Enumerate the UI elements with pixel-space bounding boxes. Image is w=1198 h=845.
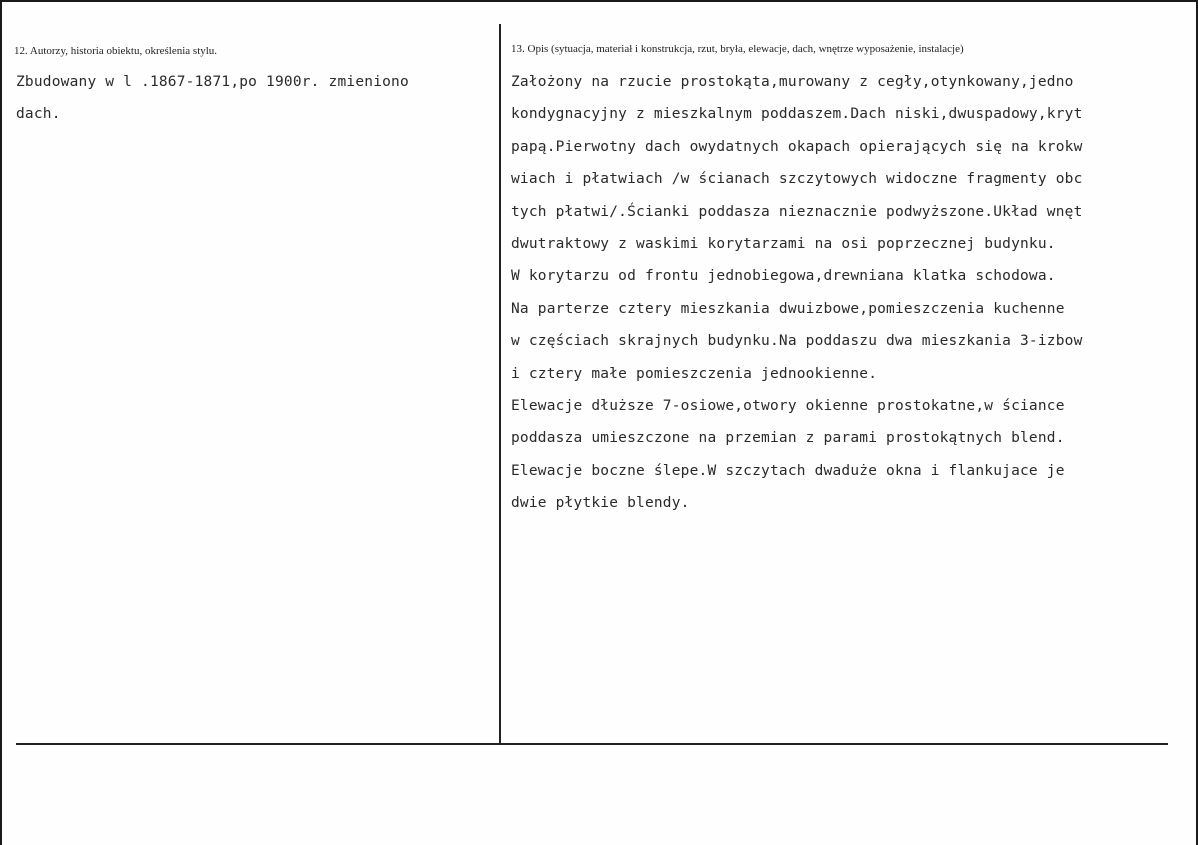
section-13-label: 13. Opis (sytuacja, materiał i konstrukcja, rzut, bryła, elewacje, dach, wnętrze wyposażenie, instalacje): [511, 43, 964, 55]
text-line: Na parterze cztery mieszkania dwuizbowe,pomieszczenia kuchenne: [511, 300, 1065, 317]
section-12-text: [16, 66, 409, 131]
text-line: poddasza umieszczone na przemian z parami prostokątnych blend.: [511, 430, 1065, 447]
text-line: wiach i płatwiach /w ścianach szczytowych widoczne fragmenty obc: [511, 171, 1083, 188]
text-line: Zbudowany w l .1867-1871,po 1900r. zmieniono: [16, 74, 409, 90]
text-line: dwutraktowy z waskimi korytarzami na osi poprzecznej budynku.: [511, 235, 1056, 252]
text-line: i cztery małe pomieszczenia jednookienne.: [511, 365, 878, 382]
text-line: kondygnacyjny z mieszkalnym poddaszem.Dach niski,dwuspadowy,kryt: [511, 106, 1083, 123]
text-line: dwie płytkie blendy.: [511, 495, 690, 512]
text-line: dach.: [16, 106, 61, 123]
text-line: w częściach skrajnych budynku.Na poddaszu dwa mieszkania 3-izbow: [511, 333, 1083, 350]
vertical-divider: [499, 24, 501, 744]
text-line: Elewacje boczne ślepe.W szczytach dwaduże okna i flankujace je: [511, 462, 1065, 479]
section-12-label: 12. Autorzy, historia obiektu, określenia stylu.: [14, 45, 218, 57]
text-line: tych płatwi/.Ścianki poddasza nieznacznie podwyższone.Układ wnęt: [511, 203, 1083, 220]
horizontal-divider: [16, 743, 1168, 745]
section-13-text: [511, 66, 1083, 519]
text-line: Założony na rzucie prostokąta,murowany z cegły,otynkowany,jedno: [511, 74, 1074, 90]
text-line: W korytarzu od frontu jednobiegowa,drewniana klatka schodowa.: [511, 268, 1056, 285]
text-line: papą.Pierwotny dach owydatnych okapach opierających się na krokw: [511, 138, 1083, 155]
text-line: Elewacje dłuższe 7-osiowe,otwory okienne prostokatne,w ściance: [511, 397, 1065, 414]
